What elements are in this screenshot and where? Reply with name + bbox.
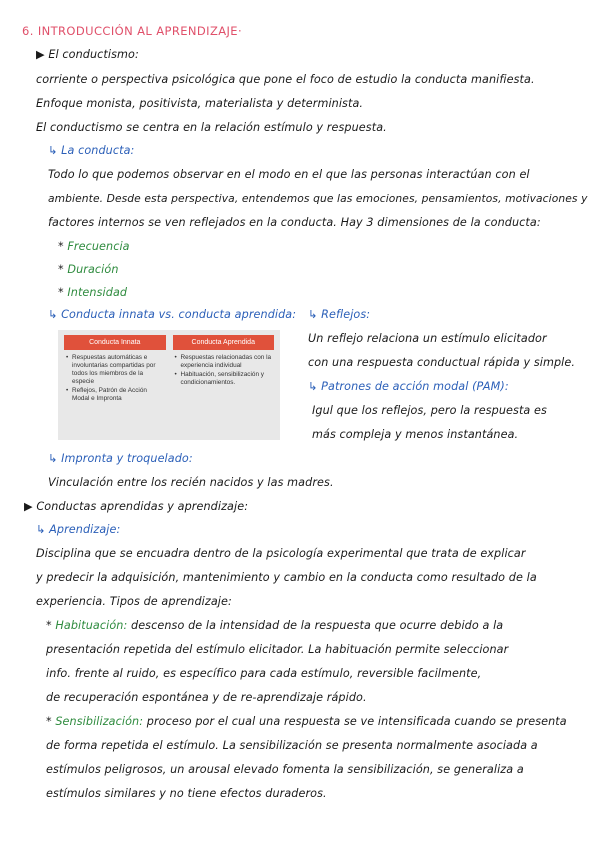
dimension-item: [58, 286, 127, 300]
reflejos-line-1: Un reflejo relaciona un estímulo elicitador: [308, 332, 547, 345]
sub-arrow-icon: ↳: [48, 308, 62, 321]
dimension-item: [58, 263, 119, 277]
conductismo-line-1: corriente o perspectiva psicológica que pone el foco de estudio la conducta manifiesta.: [36, 73, 535, 86]
dimension-item: [58, 240, 130, 254]
star-bullet-icon: *: [58, 286, 68, 299]
conducta-heading: [48, 144, 134, 158]
conductismo-line-3: El conductismo se centra en la relación estímulo y respuesta.: [36, 121, 387, 134]
triangle-bullet-icon: ▶: [24, 500, 37, 513]
sensibilizacion-line-2: de forma repetida el estímulo. La sensibilización se presenta normalmente asociada a: [46, 739, 538, 752]
aprendida-column: [173, 335, 275, 435]
dimension-frecuencia: Frecuencia: [67, 240, 130, 253]
star-bullet-icon: *: [58, 263, 68, 276]
habituacion-line-3: info. frente al ruido, es específico para cada estímulo, reversible facilmente,: [46, 667, 482, 680]
comparison-table: [58, 330, 280, 440]
pam-heading-text: Patrones de acción modal (PAM):: [321, 380, 509, 393]
dimension-intensidad: Intensidad: [67, 286, 128, 299]
aprendida-column-title: Conducta Aprendida: [173, 335, 275, 350]
sensibilizacion-line-3: estímulos peligrosos, un arousal elevado fomenta la sensibilización, se generaliza a: [46, 763, 524, 776]
innata-item: • Respuestas automáticas e involuntarias compartidas por todos los miembros de la especie: [72, 354, 166, 386]
sub-arrow-icon: ↳: [36, 523, 50, 536]
habituacion-text: descenso de la intensidad de la respuesta que ocurre debido a la: [131, 619, 504, 632]
pam-line-1: Igul que los reflejos, pero la respuesta es: [312, 404, 547, 417]
impronta-heading: [48, 452, 193, 466]
sub-arrow-icon: ↳: [48, 144, 62, 157]
aprendidas-heading-text: Conductas aprendidas y aprendizaje:: [36, 500, 249, 513]
aprendidas-heading: [24, 500, 248, 514]
conducta-line-2: ambiente. Desde esta perspectiva, entendemos que las emociones, pensamientos, motivaciones y: [48, 192, 588, 205]
sensibilizacion-line-4: estímulos similares y no tiene efectos duraderos.: [46, 787, 327, 800]
habituacion-term: Habituación:: [55, 619, 128, 632]
triangle-bullet-icon: ▶: [36, 48, 49, 61]
conducta-line-1: Todo lo que podemos observar en el modo en el que las personas interactúan con el: [48, 168, 530, 181]
reflejos-heading: [308, 308, 370, 322]
innata-column-title: Conducta Innata: [64, 335, 166, 350]
star-bullet-icon: *: [58, 240, 68, 253]
sub-arrow-icon: ↳: [308, 380, 322, 393]
aprendizaje-line-1: Disciplina que se encuadra dentro de la psicología experimental que trata de explicar: [36, 547, 526, 560]
impronta-line-1: Vinculación entre los recién nacidos y las madres.: [48, 476, 334, 489]
sensibilizacion-line-1: [46, 715, 567, 729]
reflejos-line-2: con una respuesta conductual rápida y simple.: [308, 356, 576, 369]
conducta-line-3: factores internos se ven reflejados en la conducta. Hay 3 dimensiones de la conducta:: [48, 216, 541, 229]
star-bullet-icon: *: [46, 715, 56, 728]
innata-list: [64, 354, 166, 404]
aprendizaje-heading-text: Aprendizaje:: [49, 523, 121, 536]
innata-heading: [48, 308, 296, 322]
conductismo-line-2: Enfoque monista, positivista, materialista y determinista.: [36, 97, 364, 110]
dimension-duracion: Duración: [67, 263, 119, 276]
innata-column: [64, 335, 166, 435]
star-bullet-icon: *: [46, 619, 56, 632]
habituacion-line-4: de recuperación espontánea y de re-aprendizaje rápido.: [46, 691, 367, 704]
pam-heading: [308, 380, 509, 394]
aprendida-item: • Habituación, sensibilización y condicionamientos.: [181, 371, 275, 387]
aprendizaje-line-3: experiencia. Tipos de aprendizaje:: [36, 595, 232, 608]
innata-item: • Reflejos, Patrón de Acción Modal e Impronta: [72, 387, 166, 403]
impronta-heading-text: Impronta y troquelado:: [61, 452, 193, 465]
sub-arrow-icon: ↳: [48, 452, 62, 465]
aprendida-item: • Respuestas relacionadas con la experiencia individual: [181, 354, 275, 370]
conductismo-heading-text: El conductismo:: [48, 48, 139, 61]
innata-heading-text: Conducta innata vs. conducta aprendida:: [61, 308, 297, 321]
sensibilizacion-term: Sensibilización:: [55, 715, 144, 728]
sub-arrow-icon: ↳: [308, 308, 322, 321]
conducta-heading-text: La conducta:: [61, 144, 135, 157]
pam-line-2: más compleja y menos instantánea.: [312, 428, 519, 441]
aprendizaje-line-2: y predecir la adquisición, mantenimiento y cambio en la conducta como resultado de la: [36, 571, 537, 584]
habituacion-line-1: [46, 619, 503, 633]
sensibilizacion-text: proceso por el cual una respuesta se ve intensificada cuando se presenta: [146, 715, 567, 728]
aprendizaje-heading: [36, 523, 120, 537]
conductismo-heading: [36, 48, 139, 62]
aprendida-list: [173, 354, 275, 388]
habituacion-line-2: presentación repetida del estímulo elicitador. La habituación permite seleccionar: [46, 643, 509, 656]
page-title: 6. INTRODUCCIÓN AL APRENDIZAJE·: [22, 24, 243, 38]
reflejos-heading-text: Reflejos:: [321, 308, 371, 321]
